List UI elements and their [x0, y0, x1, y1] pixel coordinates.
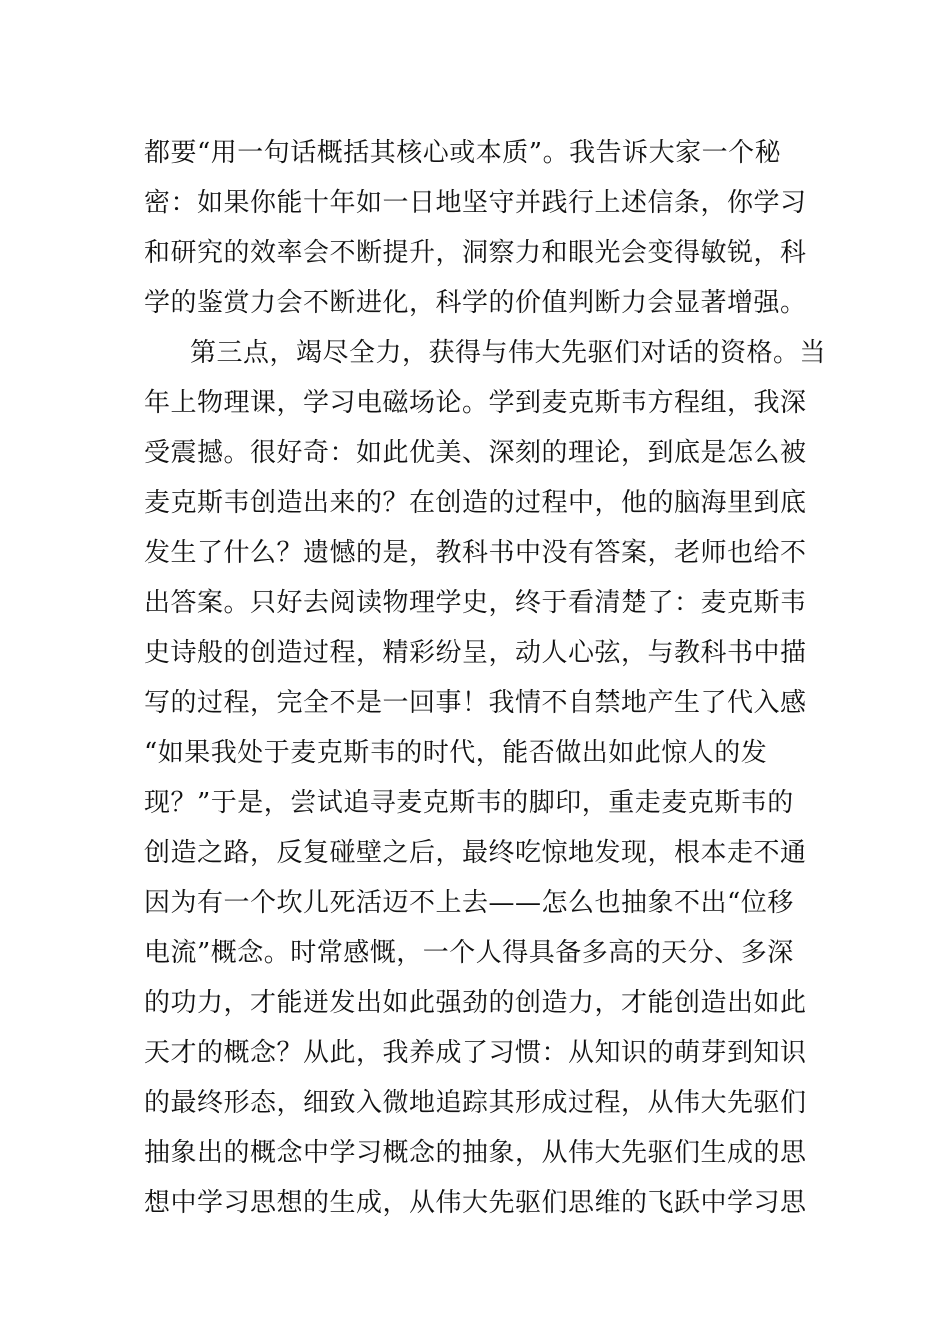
- text-line: 想中学习思想的生成，从伟大先驱们思维的飞跃中学习思: [144, 1188, 807, 1218]
- text-line: 史诗般的创造过程，精彩纷呈，动人心弦，与教科书中描: [144, 638, 807, 668]
- text-line: 的功力，才能迸发出如此强劲的创造力，才能创造出如此: [144, 988, 807, 1018]
- text-line: 创造之路，反复碰壁之后，最终吃惊地发现，根本走不通: [144, 838, 807, 868]
- text-line: 受震撼。很好奇：如此优美、深刻的理论，到底是怎么被: [144, 438, 807, 468]
- text-line: 密：如果你能十年如一日地坚守并践行上述信条，你学习: [144, 188, 807, 218]
- body-text: [144, 128, 827, 1228]
- text-line: 写的过程，完全不是一回事！我情不自禁地产生了代入感: [144, 688, 807, 718]
- text-line: “如果我处于麦克斯韦的时代，能否做出如此惊人的发: [144, 738, 768, 768]
- text-line: 和研究的效率会不断提升，洞察力和眼光会变得敏锐，科: [144, 238, 807, 268]
- paragraph-start-line: 第三点，竭尽全力，获得与伟大先驱们对话的资格。当: [190, 338, 827, 368]
- text-line: 麦克斯韦创造出来的？在创造的过程中，他的脑海里到底: [144, 488, 807, 518]
- text-line: 现？”于是，尝试追寻麦克斯韦的脚印，重走麦克斯韦的: [144, 788, 794, 818]
- text-line: 因为有一个坎儿死活迈不上去——怎么也抽象不出“位移: [144, 888, 794, 918]
- text-line: 抽象出的概念中学习概念的抽象，从伟大先驱们生成的思: [144, 1138, 807, 1168]
- text-line: 发生了什么？遗憾的是，教科书中没有答案，老师也给不: [144, 538, 807, 568]
- text-line: 都要“用一句话概括其核心或本质”。我告诉大家一个秘: [144, 138, 782, 168]
- text-line: 天才的概念？从此，我养成了习惯：从知识的萌芽到知识: [144, 1038, 807, 1068]
- text-line: 出答案。只好去阅读物理学史，终于看清楚了：麦克斯韦: [144, 588, 807, 618]
- text-line: 年上物理课，学习电磁场论。学到麦克斯韦方程组，我深: [144, 388, 807, 418]
- text-line: 的最终形态，细致入微地追踪其形成过程，从伟大先驱们: [144, 1088, 807, 1118]
- text-line: 学的鉴赏力会不断进化，科学的价值判断力会显著增强。: [144, 288, 807, 318]
- text-line: 电流”概念。时常感慨，一个人得具备多高的天分、多深: [144, 938, 794, 968]
